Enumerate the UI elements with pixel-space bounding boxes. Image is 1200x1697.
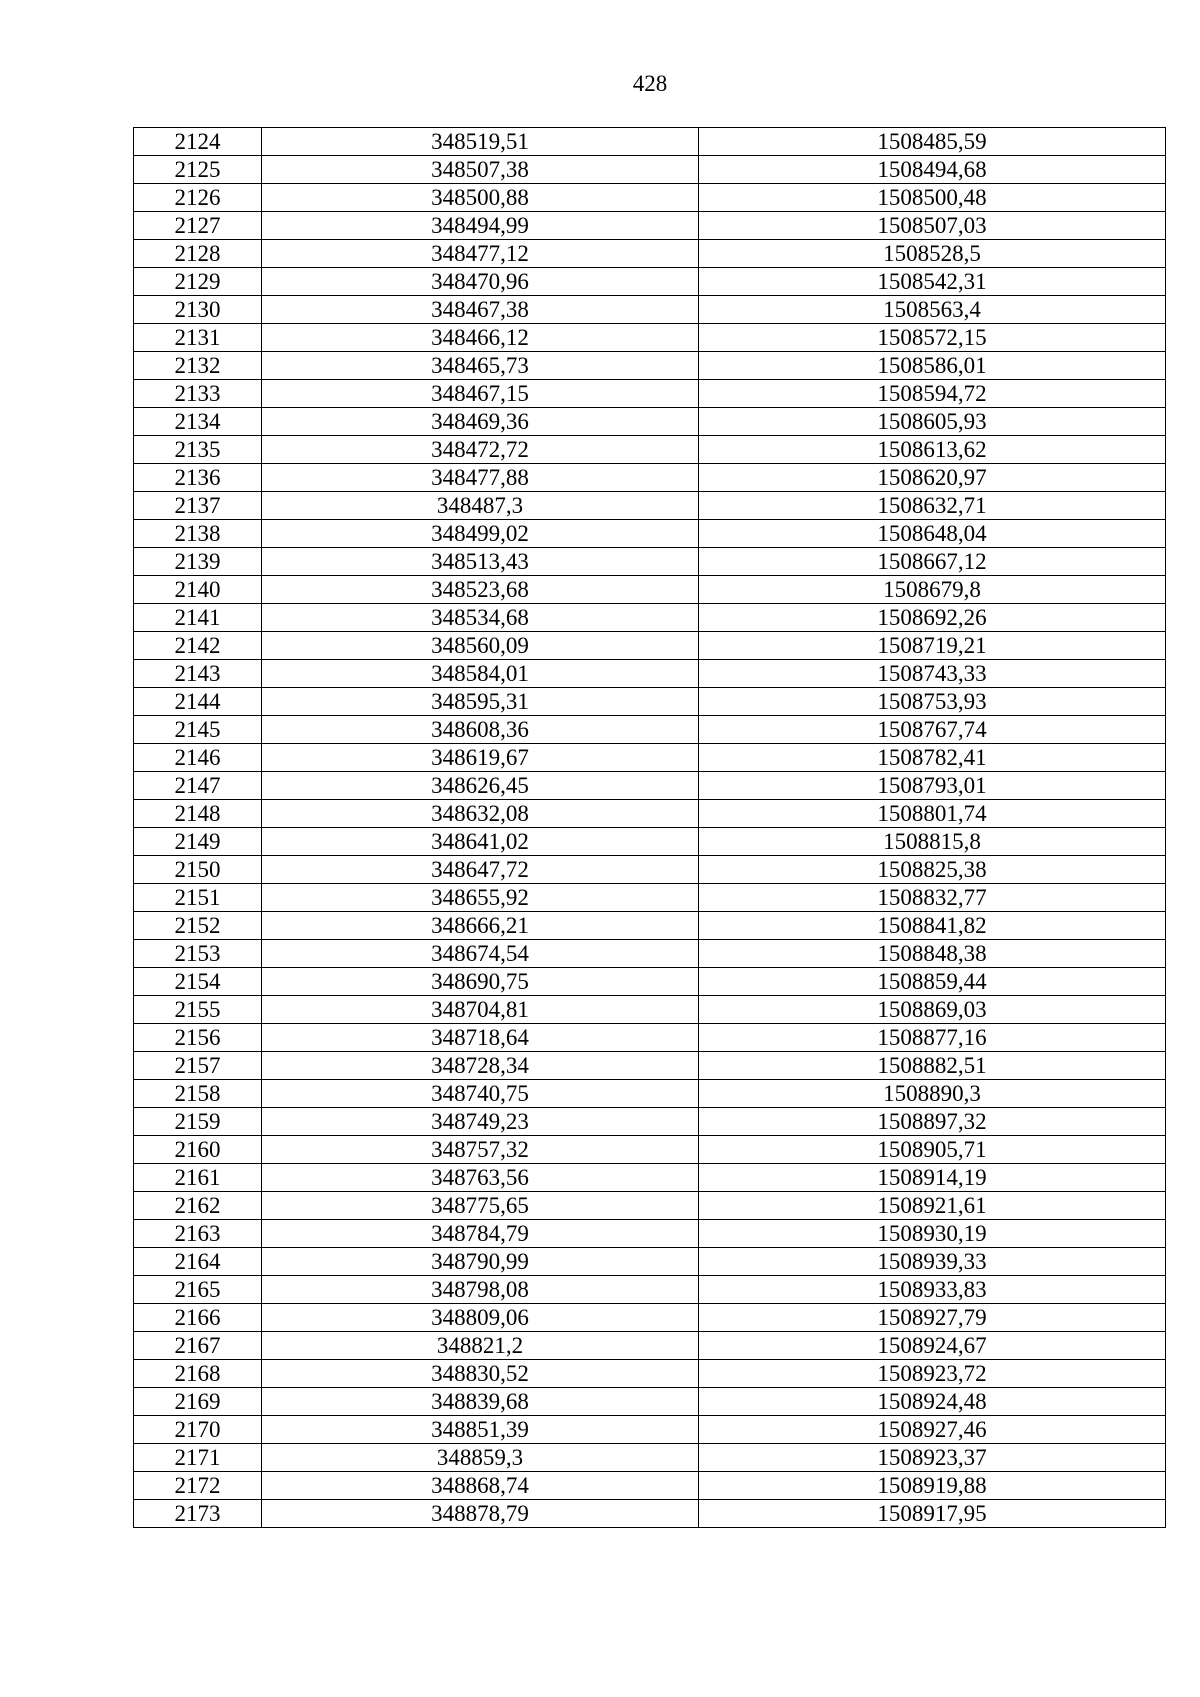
y-coordinate-cell: 1508914,19 (699, 1164, 1166, 1192)
table-row (134, 184, 1166, 212)
y-coordinate-cell: 1508494,68 (699, 156, 1166, 184)
point-number-cell: 2146 (134, 744, 262, 772)
point-number-cell: 2133 (134, 380, 262, 408)
table-row (134, 1416, 1166, 1444)
table-row (134, 1304, 1166, 1332)
y-coordinate-cell: 1508919,88 (699, 1472, 1166, 1500)
point-number-cell: 2151 (134, 884, 262, 912)
point-number-cell: 2149 (134, 828, 262, 856)
table-row (134, 632, 1166, 660)
y-coordinate-cell: 1508743,33 (699, 660, 1166, 688)
point-number-cell: 2165 (134, 1276, 262, 1304)
table-row (134, 296, 1166, 324)
x-coordinate-cell: 348487,3 (262, 492, 699, 520)
table-row (134, 1136, 1166, 1164)
page-number: 428 (632, 71, 668, 96)
y-coordinate-cell: 1508877,16 (699, 1024, 1166, 1052)
point-number-cell: 2166 (134, 1304, 262, 1332)
x-coordinate-cell: 348749,23 (262, 1108, 699, 1136)
table-row (134, 884, 1166, 912)
y-coordinate-cell: 1508753,93 (699, 688, 1166, 716)
table-row (134, 1444, 1166, 1472)
table-row (134, 856, 1166, 884)
x-coordinate-cell: 348878,79 (262, 1500, 699, 1528)
point-number-cell: 2154 (134, 968, 262, 996)
x-coordinate-cell: 348851,39 (262, 1416, 699, 1444)
y-coordinate-cell: 1508507,03 (699, 212, 1166, 240)
x-coordinate-cell: 348467,15 (262, 380, 699, 408)
x-coordinate-cell: 348632,08 (262, 800, 699, 828)
point-number-cell: 2159 (134, 1108, 262, 1136)
point-number-cell: 2169 (134, 1388, 262, 1416)
x-coordinate-cell: 348499,02 (262, 520, 699, 548)
x-coordinate-cell: 348830,52 (262, 1360, 699, 1388)
point-number-cell: 2171 (134, 1444, 262, 1472)
table-row (134, 1472, 1166, 1500)
point-number-cell: 2145 (134, 716, 262, 744)
x-coordinate-cell: 348519,51 (262, 128, 699, 156)
x-coordinate-cell: 348868,74 (262, 1472, 699, 1500)
x-coordinate-cell: 348763,56 (262, 1164, 699, 1192)
x-coordinate-cell: 348507,38 (262, 156, 699, 184)
table-row (134, 716, 1166, 744)
x-coordinate-cell: 348513,43 (262, 548, 699, 576)
point-number-cell: 2168 (134, 1360, 262, 1388)
point-number-cell: 2144 (134, 688, 262, 716)
y-coordinate-cell: 1508648,04 (699, 520, 1166, 548)
table-row (134, 492, 1166, 520)
point-number-cell: 2139 (134, 548, 262, 576)
point-number-cell: 2136 (134, 464, 262, 492)
x-coordinate-cell: 348809,06 (262, 1304, 699, 1332)
table-row (134, 240, 1166, 268)
table-row (134, 352, 1166, 380)
table-row (134, 688, 1166, 716)
x-coordinate-cell: 348494,99 (262, 212, 699, 240)
table-row (134, 940, 1166, 968)
y-coordinate-cell: 1508924,67 (699, 1332, 1166, 1360)
point-number-cell: 2129 (134, 268, 262, 296)
x-coordinate-cell: 348595,31 (262, 688, 699, 716)
y-coordinate-cell: 1508927,79 (699, 1304, 1166, 1332)
x-coordinate-cell: 348666,21 (262, 912, 699, 940)
y-coordinate-cell: 1508620,97 (699, 464, 1166, 492)
table-row (134, 744, 1166, 772)
x-coordinate-cell: 348647,72 (262, 856, 699, 884)
point-number-cell: 2126 (134, 184, 262, 212)
y-coordinate-cell: 1508882,51 (699, 1052, 1166, 1080)
x-coordinate-cell: 348523,68 (262, 576, 699, 604)
table-row (134, 156, 1166, 184)
table-row (134, 1024, 1166, 1052)
table-row (134, 324, 1166, 352)
y-coordinate-cell: 1508572,15 (699, 324, 1166, 352)
x-coordinate-cell: 348477,12 (262, 240, 699, 268)
y-coordinate-cell: 1508869,03 (699, 996, 1166, 1024)
point-number-cell: 2143 (134, 660, 262, 688)
table-row (134, 1500, 1166, 1528)
y-coordinate-cell: 1508924,48 (699, 1388, 1166, 1416)
point-number-cell: 2153 (134, 940, 262, 968)
table-row (134, 1388, 1166, 1416)
y-coordinate-cell: 1508890,3 (699, 1080, 1166, 1108)
table-row (134, 1164, 1166, 1192)
table-row (134, 1332, 1166, 1360)
x-coordinate-cell: 348784,79 (262, 1220, 699, 1248)
y-coordinate-cell: 1508905,71 (699, 1136, 1166, 1164)
table-row (134, 828, 1166, 856)
y-coordinate-cell: 1508563,4 (699, 296, 1166, 324)
table-row (134, 1080, 1166, 1108)
point-number-cell: 2156 (134, 1024, 262, 1052)
y-coordinate-cell: 1508528,5 (699, 240, 1166, 268)
table-row (134, 520, 1166, 548)
y-coordinate-cell: 1508933,83 (699, 1276, 1166, 1304)
table-row (134, 660, 1166, 688)
y-coordinate-cell: 1508767,74 (699, 716, 1166, 744)
point-number-cell: 2132 (134, 352, 262, 380)
point-number-cell: 2160 (134, 1136, 262, 1164)
y-coordinate-cell: 1508917,95 (699, 1500, 1166, 1528)
x-coordinate-cell: 348775,65 (262, 1192, 699, 1220)
y-coordinate-cell: 1508719,21 (699, 632, 1166, 660)
y-coordinate-cell: 1508500,48 (699, 184, 1166, 212)
point-number-cell: 2158 (134, 1080, 262, 1108)
y-coordinate-cell: 1508848,38 (699, 940, 1166, 968)
point-number-cell: 2161 (134, 1164, 262, 1192)
y-coordinate-cell: 1508832,77 (699, 884, 1166, 912)
x-coordinate-cell: 348469,36 (262, 408, 699, 436)
point-number-cell: 2138 (134, 520, 262, 548)
x-coordinate-cell: 348534,68 (262, 604, 699, 632)
y-coordinate-cell: 1508586,01 (699, 352, 1166, 380)
y-coordinate-cell: 1508667,12 (699, 548, 1166, 576)
table-row (134, 1248, 1166, 1276)
x-coordinate-cell: 348704,81 (262, 996, 699, 1024)
table-row (134, 380, 1166, 408)
point-number-cell: 2137 (134, 492, 262, 520)
point-number-cell: 2162 (134, 1192, 262, 1220)
table-row (134, 548, 1166, 576)
x-coordinate-cell: 348728,34 (262, 1052, 699, 1080)
point-number-cell: 2157 (134, 1052, 262, 1080)
x-coordinate-cell: 348859,3 (262, 1444, 699, 1472)
table-row (134, 968, 1166, 996)
point-number-cell: 2125 (134, 156, 262, 184)
point-number-cell: 2167 (134, 1332, 262, 1360)
y-coordinate-cell: 1508485,59 (699, 128, 1166, 156)
x-coordinate-cell: 348790,99 (262, 1248, 699, 1276)
y-coordinate-cell: 1508859,44 (699, 968, 1166, 996)
table-row (134, 604, 1166, 632)
x-coordinate-cell: 348584,01 (262, 660, 699, 688)
x-coordinate-cell: 348465,73 (262, 352, 699, 380)
x-coordinate-cell: 348477,88 (262, 464, 699, 492)
table-row (134, 436, 1166, 464)
y-coordinate-cell: 1508542,31 (699, 268, 1166, 296)
point-number-cell: 2142 (134, 632, 262, 660)
y-coordinate-cell: 1508927,46 (699, 1416, 1166, 1444)
coordinates-table (133, 127, 1166, 1528)
table-row (134, 1360, 1166, 1388)
table-row (134, 1108, 1166, 1136)
table-row (134, 128, 1166, 156)
point-number-cell: 2147 (134, 772, 262, 800)
y-coordinate-cell: 1508793,01 (699, 772, 1166, 800)
table-row (134, 408, 1166, 436)
y-coordinate-cell: 1508930,19 (699, 1220, 1166, 1248)
point-number-cell: 2173 (134, 1500, 262, 1528)
point-number-cell: 2130 (134, 296, 262, 324)
y-coordinate-cell: 1508825,38 (699, 856, 1166, 884)
coordinates-table-body (134, 128, 1166, 1528)
point-number-cell: 2124 (134, 128, 262, 156)
x-coordinate-cell: 348626,45 (262, 772, 699, 800)
point-number-cell: 2164 (134, 1248, 262, 1276)
y-coordinate-cell: 1508841,82 (699, 912, 1166, 940)
table-row (134, 772, 1166, 800)
x-coordinate-cell: 348740,75 (262, 1080, 699, 1108)
y-coordinate-cell: 1508923,37 (699, 1444, 1166, 1472)
y-coordinate-cell: 1508679,8 (699, 576, 1166, 604)
point-number-cell: 2170 (134, 1416, 262, 1444)
point-number-cell: 2128 (134, 240, 262, 268)
y-coordinate-cell: 1508801,74 (699, 800, 1166, 828)
y-coordinate-cell: 1508605,93 (699, 408, 1166, 436)
y-coordinate-cell: 1508815,8 (699, 828, 1166, 856)
x-coordinate-cell: 348608,36 (262, 716, 699, 744)
x-coordinate-cell: 348466,12 (262, 324, 699, 352)
table-row (134, 800, 1166, 828)
table-row (134, 1276, 1166, 1304)
table-row (134, 996, 1166, 1024)
point-number-cell: 2152 (134, 912, 262, 940)
x-coordinate-cell: 348718,64 (262, 1024, 699, 1052)
x-coordinate-cell: 348560,09 (262, 632, 699, 660)
point-number-cell: 2140 (134, 576, 262, 604)
point-number-cell: 2148 (134, 800, 262, 828)
x-coordinate-cell: 348641,02 (262, 828, 699, 856)
table-row (134, 212, 1166, 240)
y-coordinate-cell: 1508897,32 (699, 1108, 1166, 1136)
point-number-cell: 2172 (134, 1472, 262, 1500)
x-coordinate-cell: 348619,67 (262, 744, 699, 772)
x-coordinate-cell: 348757,32 (262, 1136, 699, 1164)
x-coordinate-cell: 348674,54 (262, 940, 699, 968)
x-coordinate-cell: 348690,75 (262, 968, 699, 996)
point-number-cell: 2134 (134, 408, 262, 436)
y-coordinate-cell: 1508594,72 (699, 380, 1166, 408)
y-coordinate-cell: 1508782,41 (699, 744, 1166, 772)
y-coordinate-cell: 1508923,72 (699, 1360, 1166, 1388)
y-coordinate-cell: 1508613,62 (699, 436, 1166, 464)
x-coordinate-cell: 348500,88 (262, 184, 699, 212)
table-row (134, 1052, 1166, 1080)
point-number-cell: 2163 (134, 1220, 262, 1248)
x-coordinate-cell: 348467,38 (262, 296, 699, 324)
point-number-cell: 2131 (134, 324, 262, 352)
table-row (134, 576, 1166, 604)
table-row (134, 1220, 1166, 1248)
x-coordinate-cell: 348472,72 (262, 436, 699, 464)
point-number-cell: 2135 (134, 436, 262, 464)
point-number-cell: 2155 (134, 996, 262, 1024)
x-coordinate-cell: 348470,96 (262, 268, 699, 296)
x-coordinate-cell: 348839,68 (262, 1388, 699, 1416)
table-row (134, 464, 1166, 492)
point-number-cell: 2150 (134, 856, 262, 884)
table-row (134, 1192, 1166, 1220)
y-coordinate-cell: 1508632,71 (699, 492, 1166, 520)
y-coordinate-cell: 1508692,26 (699, 604, 1166, 632)
x-coordinate-cell: 348821,2 (262, 1332, 699, 1360)
table-row (134, 912, 1166, 940)
x-coordinate-cell: 348655,92 (262, 884, 699, 912)
point-number-cell: 2127 (134, 212, 262, 240)
x-coordinate-cell: 348798,08 (262, 1276, 699, 1304)
y-coordinate-cell: 1508921,61 (699, 1192, 1166, 1220)
y-coordinate-cell: 1508939,33 (699, 1248, 1166, 1276)
table-row (134, 268, 1166, 296)
point-number-cell: 2141 (134, 604, 262, 632)
